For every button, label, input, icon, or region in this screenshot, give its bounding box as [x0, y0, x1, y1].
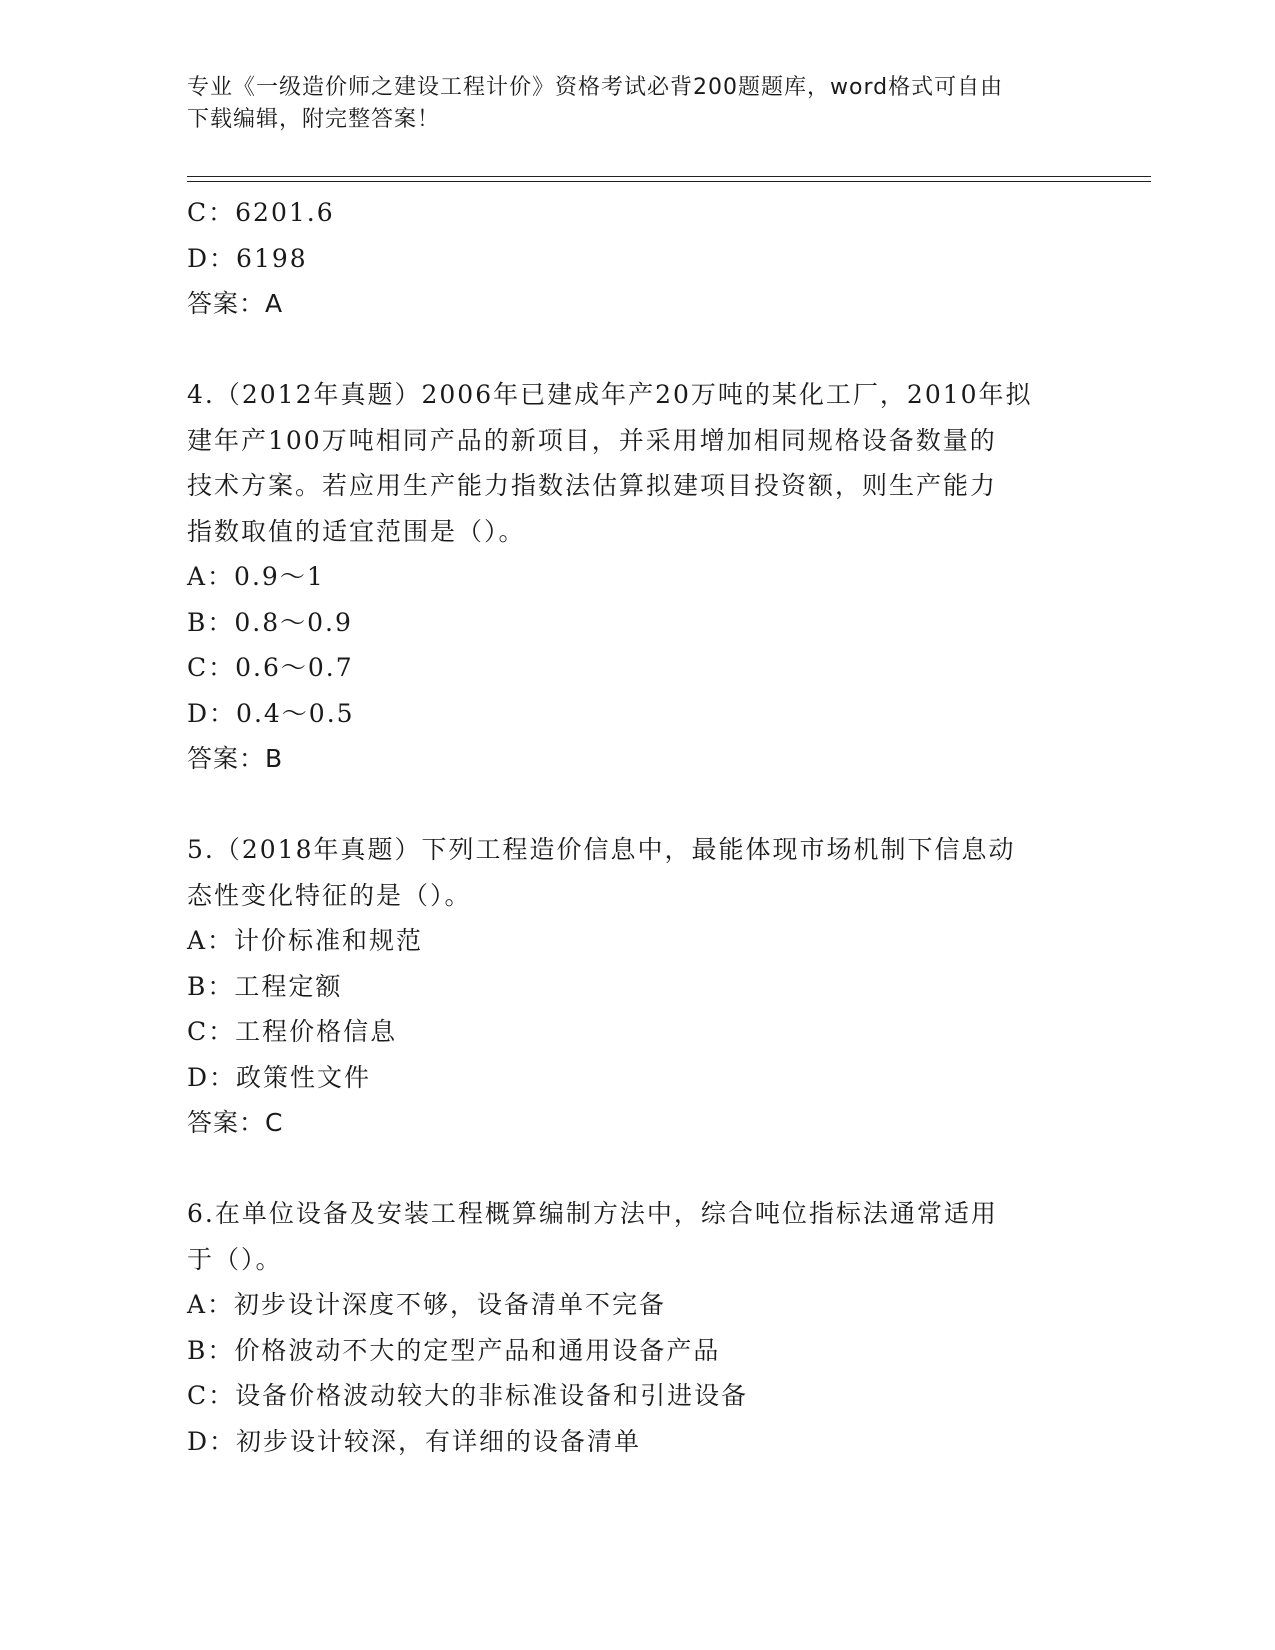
option-c: C：工程价格信息 — [187, 1017, 398, 1046]
header-divider-top — [187, 176, 1151, 177]
answer: 答案：B — [187, 744, 284, 773]
option-a: A：初步设计深度不够，设备清单不完备 — [187, 1290, 667, 1319]
option-a: A：0.9～1 — [187, 562, 325, 591]
answer: 答案：C — [187, 1108, 284, 1137]
question-stem — [187, 372, 1067, 554]
header-divider-bottom — [187, 181, 1151, 182]
stem-line: 5.（2018年真题）下列工程造价信息中，最能体现市场机制下信息动 — [187, 835, 1016, 864]
option-d: D：0.4～0.5 — [187, 698, 355, 728]
stem-line: 于（）。 — [187, 1244, 283, 1274]
page-header — [187, 72, 1067, 136]
option-b: B：价格波动不大的定型产品和通用设备产品 — [187, 1335, 721, 1365]
stem-line: 建年产100万吨相同产品的新项目，并采用增加相同规格设备数量的 — [187, 425, 997, 455]
question-stem — [187, 1191, 1067, 1282]
question-stem — [187, 827, 1067, 918]
question-5 — [187, 827, 1067, 1146]
spacer — [187, 782, 1067, 828]
prev-question — [187, 190, 1067, 327]
stem-line: 6.在单位设备及安装工程概算编制方法中，综合吨位指标法通常适用 — [187, 1199, 998, 1228]
document-body — [187, 190, 1067, 1464]
option-d: D：初步设计较深，有详细的设备清单 — [187, 1426, 642, 1456]
option-b: B：0.8～0.9 — [187, 607, 353, 637]
question-4 — [187, 372, 1067, 782]
answer: 答案：A — [187, 289, 284, 318]
option-a: A：计价标准和规范 — [187, 926, 424, 955]
option-c: C：0.6～0.7 — [187, 653, 354, 682]
header-line-2: 下载编辑，附完整答案！ — [187, 107, 441, 132]
option-c: C：6201.6 — [187, 198, 335, 227]
option-d: D：政策性文件 — [187, 1062, 372, 1092]
stem-line: 态性变化特征的是（）。 — [187, 880, 472, 910]
header-line-1: 专业《一级造价师之建设工程计价》资格考试必背200题题库，word格式可自由 — [187, 75, 1004, 100]
spacer — [187, 327, 1067, 373]
stem-line: 4.（2012年真题）2006年已建成年产20万吨的某化工厂，2010年拟 — [187, 380, 1033, 409]
question-6 — [187, 1191, 1067, 1464]
option-b: B：工程定额 — [187, 971, 343, 1001]
stem-line: 技术方案。若应用生产能力指数法估算拟建项目投资额，则生产能力 — [187, 471, 998, 500]
option-c: C：设备价格波动较大的非标准设备和引进设备 — [187, 1381, 749, 1410]
option-d: D：6198 — [187, 243, 308, 273]
stem-line: 指数取值的适宜范围是（）。 — [187, 516, 526, 546]
spacer — [187, 1146, 1067, 1192]
